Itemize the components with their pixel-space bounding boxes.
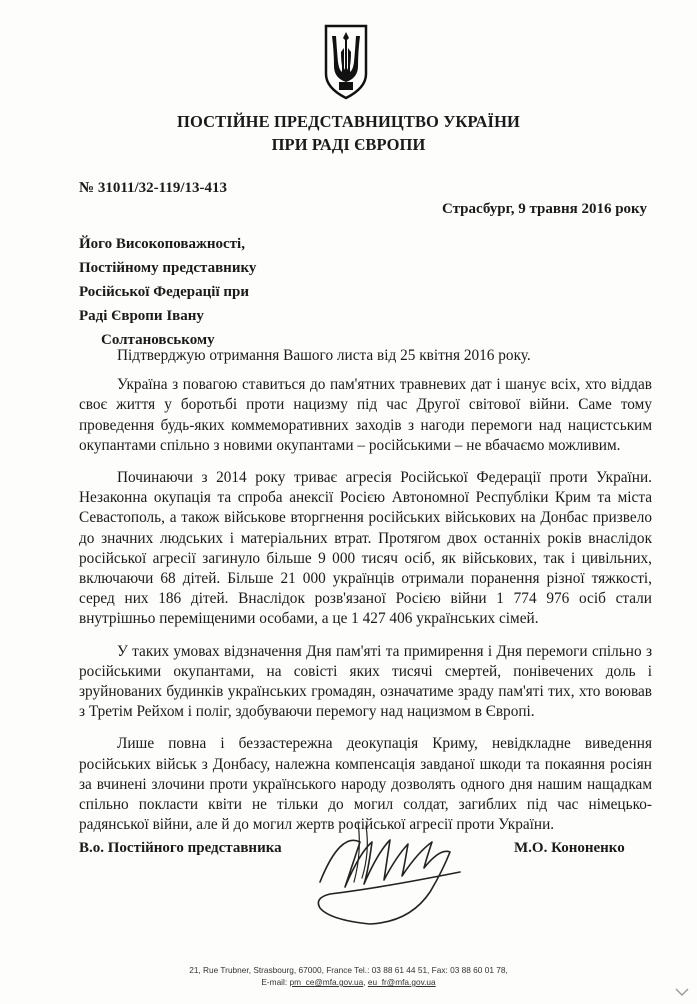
letterhead-line-2: ПРИ РАДІ ЄВРОПИ: [271, 135, 426, 154]
reference-number: № 31011/32-119/13-413: [79, 180, 227, 196]
footer-address: 21, Rue Trubner, Strasbourg, 67000, France Tel.: 03 88 61 44 51, Fax: 03 88 60 01 78,: [189, 965, 508, 975]
trident-emblem-icon: [320, 22, 372, 100]
footer-email-link[interactable]: eu_fr@mfa.gov.ua: [367, 977, 436, 987]
addressee-line: Постійному представнику: [79, 260, 257, 276]
letterhead-line-1: ПОСТІЙНЕ ПРЕДСТАВНИЦТВО УКРАЇНИ: [177, 112, 520, 131]
addressee-block: [79, 232, 339, 352]
signatory-title: В.о. Постійного представника: [79, 840, 282, 856]
body-paragraph: Починаючи з 2014 року триває агресія Російської Федерації проти України. Незаконна окупація та спроба анексії Росією Автономної Республіки Крим та міста Севастополь, а також військове вторгнення російських військових на Донбас призвело до значних людських і матеріальних втрат. Протягом двох останніх років внаслідок російської агресії загинуло більше 9 000 тисяч осіб, як військових, так і цивільних, включаючи 68 дітей. Більше 21 000 українців отримали поранення різної тяжкості, серед них 186 дітей. Внаслідок розв'язаної Росією війни 1 774 976 осіб стали внутрішньо переміщеними особами, а це 1 427 406 українських сімей.: [79, 469, 652, 628]
addressee-line: Раді Європи Івану: [79, 308, 204, 324]
addressee-line: Солтановському: [101, 332, 215, 348]
addressee-line: Його Високоповажності,: [79, 236, 245, 252]
letter-body: [79, 346, 652, 847]
footer-contacts: E-mail: pm_ce@mfa.gov.ua, eu_fr@mfa.gov.ua: [261, 977, 436, 987]
chevron-down-icon: [675, 988, 689, 996]
footer-email-label: E-mail:: [261, 977, 290, 987]
signatory-name: М.О. Кононенко: [514, 840, 625, 856]
body-paragraph: Лише повна і беззастережна деокупація Криму, невідкладне виведення російських військ з Донбасу, належна компенсація завданої шкоди та покаяння росіян за вчинені злочини проти українського народу дозволять одного дня нашим нащадкам спільно покласти квіти не тільки до могил солдат, загиблих під час німецько-радянської війни, але й до могил жертв російської агресії проти України.: [79, 735, 652, 834]
body-paragraph: Україна з повагою ставиться до пам'ятних травневих дат і шанує всіх, хто віддав своє життя у боротьбі проти нацизму під час Другої світової війни. Саме тому проведення будь-яких коммеморативних заходів з нагоди перемоги над нацистським окупантами спільно з новими окупантами – російськими – не вбачаємо можливим.: [79, 376, 652, 454]
footer-email-link[interactable]: pm_ce@mfa.gov.ua: [289, 977, 364, 987]
addressee-line: Російської Федерації при: [79, 284, 249, 300]
body-paragraph: У таких умовах відзначення Дня пам'яті та примирення і Дня перемоги спільно з російськими окупантами, на совісті яких тисячі смертей, понівечених доль і зруйнованих будинків українських громадян, означатиме зраду пам'яті тих, хто воював з Третім Рейхом і поліг, здобуваючи перемогу над нацизмом в Європі.: [79, 642, 652, 721]
body-paragraph: Підтверджую отримання Вашого листа від 25 квітня 2016 року.: [117, 347, 531, 364]
handwritten-signature: [300, 812, 480, 932]
date-line: Страсбург, 9 травня 2016 року: [441, 201, 647, 217]
